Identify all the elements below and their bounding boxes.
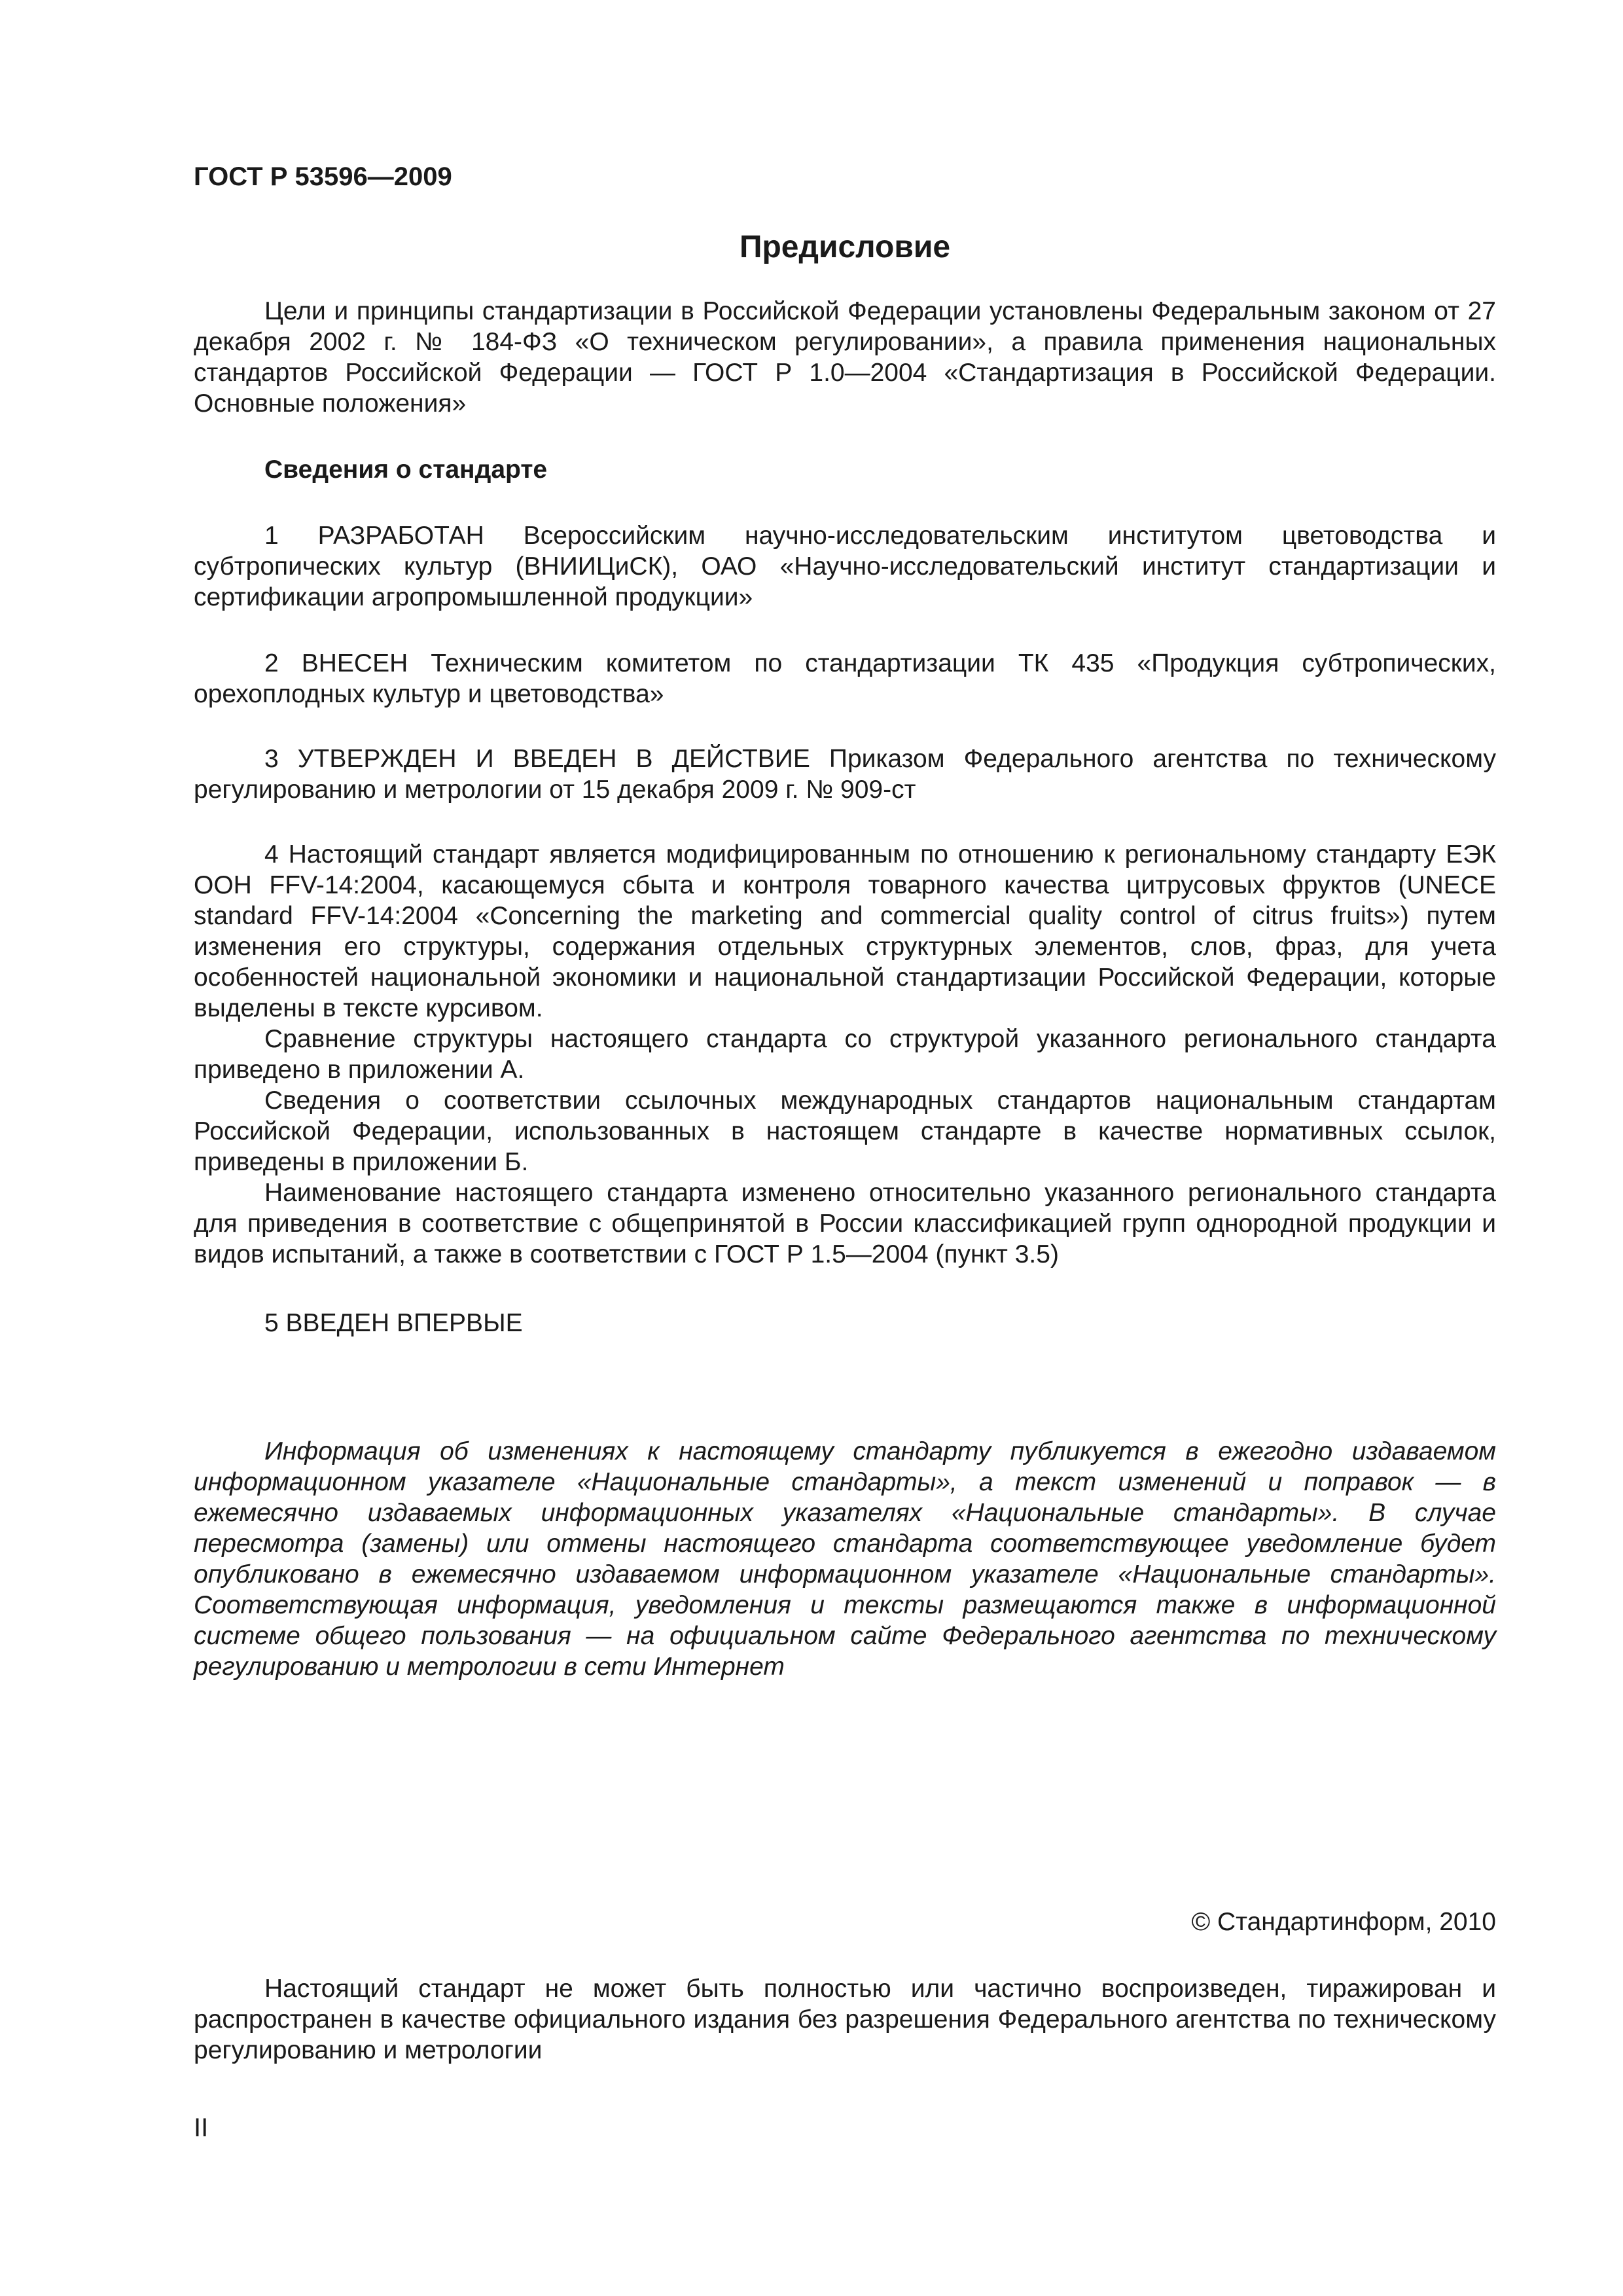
info-item-5: 5 ВВЕДЕН ВПЕРВЫЕ — [264, 1309, 523, 1337]
info-item-4-naming: Наименование настоящего стандарта изменено относительно указанного регионального стандарта для приведения в соответствие с общепринятой в России классификацией групп однородной продукции и видов испытаний, а также в соответствии с ГОСТ Р 1.5—2004 (пункт 3.5) — [194, 1179, 1496, 1268]
changes-notice-block — [194, 1436, 1496, 1682]
info-item-1: 1 РАЗРАБОТАН Всероссийским научно-исследовательским институтом цветоводства и субтропических культур (ВНИИЦиСК), ОАО «Научно-исследовательский институт стандартизации и сертификации агропромышленной продукции» — [194, 522, 1496, 611]
changes-notice: Информация об изменениях к настоящему стандарту публикуется в ежегодно издаваемом информационном указателе «Национальные стандарты», а текст изменений и поправок — в ежемесячно издаваемых информационных указателях «Национальные стандарты». В случае пересмотра (замены) или отмены настоящего стандарта соответствующее уведомление будет опубликовано в ежемесячно издаваемом информационном указателе «Национальные стандарты». Соответствующая информация, уведомления и тексты размещаются также в информационной системе общего пользования — на официальном сайте Федерального агентства по техническому регулированию и метрологии в сети Интернет — [194, 1437, 1496, 1681]
info-item-4-references: Сведения о соответствии ссылочных международных стандартов национальным стандартам Российской Федерации, использованных в настоящем стандарте в качестве нормативных ссылок, приведены в приложении Б. — [194, 1086, 1496, 1176]
info-item-4-block — [194, 839, 1496, 1270]
info-item-2-block — [194, 648, 1496, 709]
reproduction-notice: Настоящий стандарт не может быть полностью или частично воспроизведен, тиражирован и распространен в качестве официального издания без разрешения Федерального агентства по техническому регулированию и метрологии — [194, 1975, 1496, 2064]
info-item-1-block — [194, 520, 1496, 613]
standard-info-title-block — [194, 454, 1496, 485]
info-item-4-comparison: Сравнение структуры настоящего стандарта со структурой указанного регионального стандарта приведено в приложении А. — [194, 1025, 1496, 1084]
info-item-4: 4 Настоящий стандарт является модифицированным по отношению к региональному стандарту ЕЭК ООН FFV-14:2004, касающемуся сбыта и контроля товарного качества цитрусовых фруктов (UNECE standard FFV-14:2004 «Concerning the marketing and commercial quality control of citrus fruits») путем изменения его структуры, содержания отдельных структурных элементов, слов, фраз, для учета особенностей национальной экономики и национальной стандартизации Российской Федерации, которые выделены в тексте курсивом. — [194, 840, 1496, 1022]
preface-intro-block — [194, 296, 1496, 419]
standard-info-title: Сведения о стандарте — [264, 456, 548, 484]
preface-title: Предисловие — [739, 230, 951, 264]
page-number: II — [194, 2113, 209, 2142]
preface-intro-paragraph: Цели и принципы стандартизации в Российской Федерации установлены Федеральным законом от 27 декабря 2002 г. № 184-ФЗ «О техническом регулировании», а правила применения национальных стандартов Российской Федерации — ГОСТ Р 1.0—2004 «Стандартизация в Российской Федерации. Основные положения» — [194, 297, 1496, 418]
standard-code-header: ГОСТ Р 53596—2009 — [194, 162, 452, 191]
info-item-3: 3 УТВЕРЖДЕН И ВВЕДЕН В ДЕЙСТВИЕ Приказом Федерального агентства по техническому регулированию и метрологии от 15 декабря 2009 г. № 909-ст — [194, 745, 1496, 804]
reproduction-notice-block — [194, 1973, 1496, 2066]
copyright: © Стандартинформ, 2010 — [1191, 1908, 1496, 1936]
info-item-5-block — [194, 1308, 1496, 1338]
info-item-2: 2 ВНЕСЕН Техническим комитетом по стандартизации ТК 435 «Продукция субтропических, орехоплодных культур и цветоводства» — [194, 649, 1496, 708]
info-item-3-block — [194, 744, 1496, 805]
